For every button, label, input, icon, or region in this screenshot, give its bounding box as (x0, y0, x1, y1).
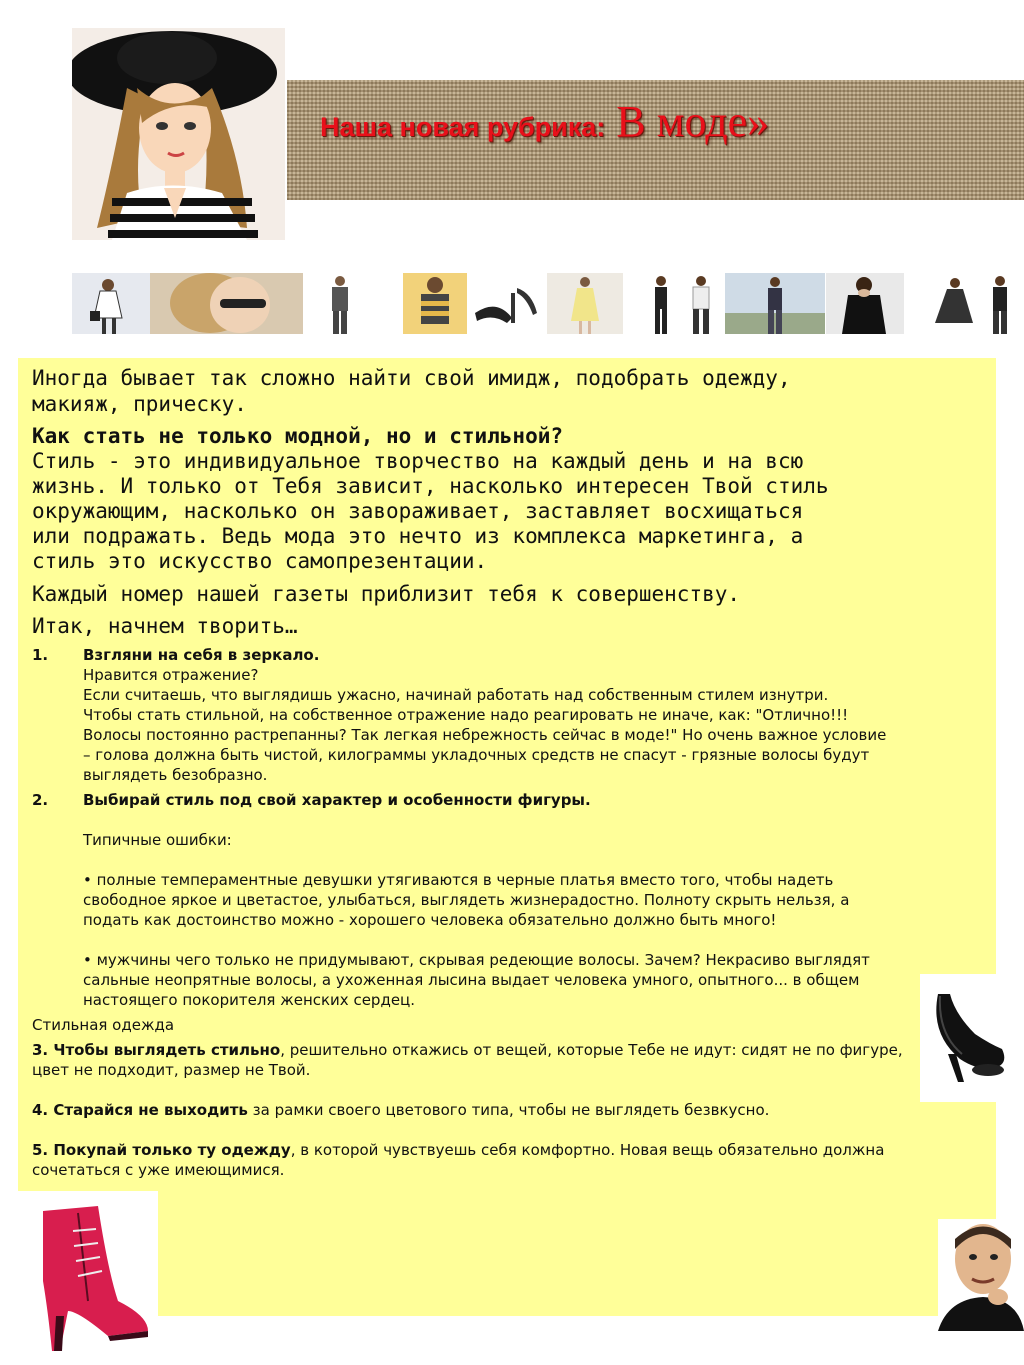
strip-photo-1 (72, 273, 150, 334)
title-part-1: Наша новая рубрика: (320, 112, 606, 142)
fashion-girl-illustration (72, 28, 285, 240)
strip-photo-8 (725, 273, 825, 334)
page-title (320, 96, 769, 147)
item-4-line (32, 1101, 769, 1119)
item-1-line-4: Волосы постоянно растрепанны? Так легкая небрежность сейчас в моде!" Но очень важное условие (83, 726, 887, 744)
intro-start: Итак, начнем творить… (32, 614, 298, 638)
item-3-text: , решительно откажись от вещей, которые Тебе не идут: сидят не по фигуре, (280, 1041, 903, 1059)
item-2-title: Выбирай стиль под свой характер и особенности фигуры. (83, 791, 591, 809)
intro-paragraph-line-5: стиль это искусство самопрезентации. (32, 549, 488, 573)
strip-photo-5 (467, 273, 547, 334)
list-number-2: 2. (32, 791, 49, 809)
item-2-line-1: Типичные ошибки: (83, 831, 232, 849)
red-boot-image (18, 1191, 158, 1365)
strip-photo-10 (925, 273, 1024, 334)
item-1-title: Взгляни на себя в зеркало. (83, 646, 320, 664)
item-5-title: 5. Покупай только ту одежду (32, 1141, 291, 1159)
strip-photo-3 (325, 273, 355, 334)
intro-paragraph-line-4: или подражать. Ведь мода это нечто из комплекса маркетинга, а (32, 524, 804, 548)
intro-paragraph-line-1: Стиль - это индивидуальное творчество на каждый день и на всю (32, 449, 804, 473)
title-part-2: В моде» (605, 97, 770, 146)
strip-photo-7 (643, 273, 725, 334)
strip-photo-2 (150, 273, 303, 334)
intro-each-issue: Каждый номер нашей газеты приблизит тебя к совершенству. (32, 582, 741, 606)
intro-question: Как стать не только модной, но и стильной? (32, 424, 564, 448)
intro-paragraph-line-3: окружающим, насколько он завораживает, заставляет восхищаться (32, 499, 804, 523)
item-2-line-6: сальные неопрятные волосы, а ухоженная лысина выдает человека умного, опытного... в общем (83, 971, 860, 989)
strip-photo-6 (547, 273, 623, 334)
item-2-line-5: • мужчины чего только не придумывают, скрывая редеющие волосы. Зачем? Некрасиво выглядят (83, 951, 870, 969)
item-1-line-3: Чтобы стать стильной, на собственное отражение надо реагировать не иначе, как: "Отлично!!! (83, 706, 849, 724)
black-heel-image (920, 974, 1024, 1102)
item-2-line-3: свободное яркое и цветастое, улыбаться, выглядеть жизнерадостно. Полноту скрыть нельзя, а (83, 891, 850, 909)
item-3-line-1 (32, 1041, 903, 1059)
strip-photo-9 (826, 273, 904, 334)
item-5-line-2: сочетаться с уже имеющимися. (32, 1161, 285, 1179)
item-2-line-7: настоящего покорителя женских сердец. (83, 991, 416, 1009)
intro-line-2: макияж, прическу. (32, 392, 247, 416)
subheading-stylish-clothes: Стильная одежда (32, 1016, 175, 1034)
item-4-title: 4. Старайся не выходить (32, 1101, 248, 1119)
item-1-line-6: выглядеть безобразно. (83, 766, 268, 784)
item-5-text: , в которой чувствуешь себя комфортно. Новая вещь обязательно должна (290, 1141, 885, 1159)
item-1-line-2: Если считаешь, что выглядишь ужасно, начинай работать над собственным стилем изнутри. (83, 686, 829, 704)
item-2-line-2: • полные темпераментные девушки утягиваются в черные платья вместо того, чтобы надеть (83, 871, 834, 889)
item-4-text: за рамки своего цветового типа, чтобы не выглядеть безвкусно. (247, 1101, 770, 1119)
item-1-line-5: – голова должна быть чистой, килограммы укладочных средств не спасут - грязные волосы будут (83, 746, 870, 764)
intro-paragraph-line-2: жизнь. И только от Тебя зависит, насколько интересен Твой стиль (32, 474, 829, 498)
item-2-line-4: подать как достоинство можно - хорошего человека обязательно должно быть много! (83, 911, 777, 929)
list-number-1: 1. (32, 646, 49, 664)
intro-line-1: Иногда бывает так сложно найти свой имидж, подобрать одежду, (32, 366, 791, 390)
item-5-line-1 (32, 1141, 884, 1159)
thinking-man-image (938, 1219, 1024, 1331)
strip-photo-4 (403, 273, 467, 334)
item-1-line-1: Нравится отражение? (83, 666, 259, 684)
item-3-line-2: цвет не подходит, размер не Твой. (32, 1061, 311, 1079)
item-3-title: 3. Чтобы выглядеть стильно (32, 1041, 281, 1059)
